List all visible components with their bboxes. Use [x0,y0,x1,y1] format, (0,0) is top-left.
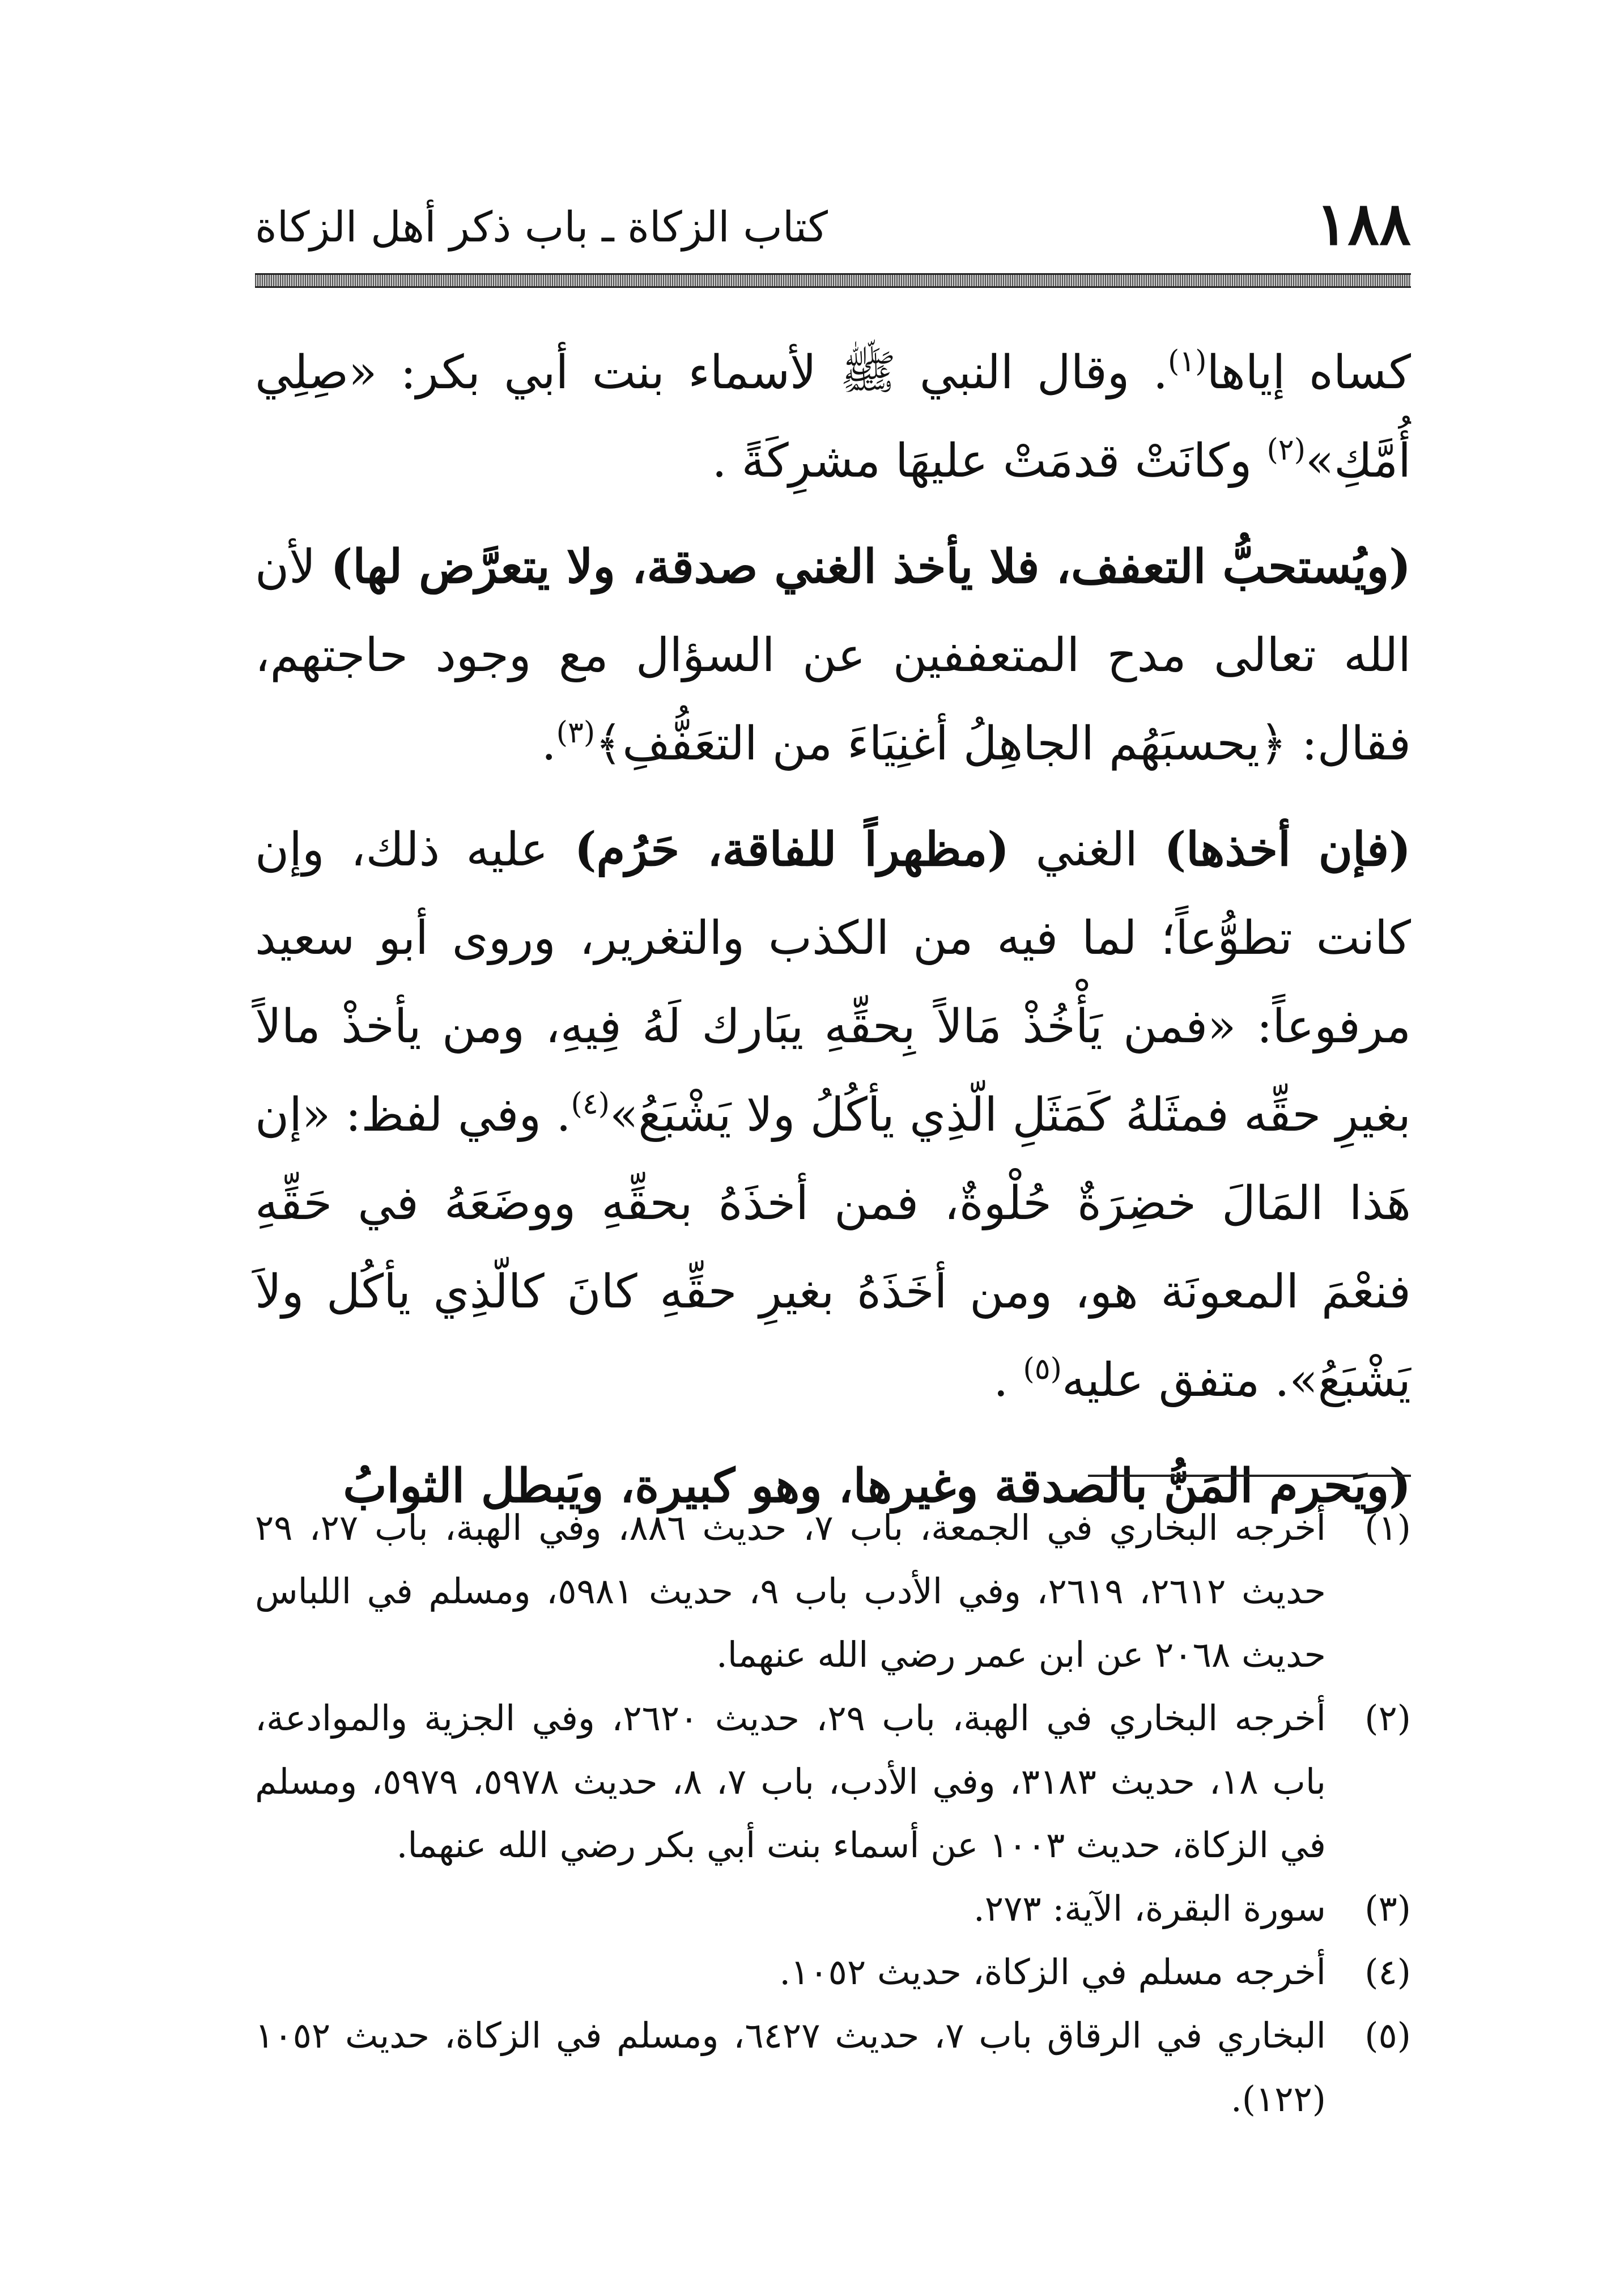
footnote-item [255,1877,1411,1940]
footnote-item [255,1687,1411,1877]
paragraph-2-end: . [541,717,556,771]
footnote-text: البخاري في الرقاق باب ٧، حديث ٦٤٢٧، ومسلم في الزكاة، حديث ١٠٥٢ (١٢٢). [255,2015,1326,2120]
paragraph-1-text: كساه إياها [1206,346,1411,400]
paragraph-3-text-3: . وفي لفظ: «إن هَذا المَالَ خضِرَةٌ حُلْوةٌ، فمن أخذَهُ بحقِّهِ ووضَعَهُ في حَقِّهِ فنعْمَ المعونَة هو، ومن أخَذَهُ بغيرِ حقِّهِ كانَ كالّذِي يأكُل ولاَ يَشْبَعُ». متفق عليه [255,1088,1411,1407]
footnote-number: (١) [1364,1507,1411,1548]
footnote-ref-5: (٥) [1023,1352,1062,1386]
footnote-number: (٣) [1364,1888,1411,1929]
main-text [255,329,1411,1530]
footnote-number: (٤) [1364,1951,1411,1993]
footnote-text: أخرجه مسلم في الزكاة، حديث ١٠٥٢. [779,1951,1326,1993]
paragraph-2 [255,523,1411,788]
paragraph-3-text-1: الغني [1009,823,1164,877]
paragraph-3-text-2: عليه ذلك، وإن كانت تطوُّعاً؛ لما فيه من الكذب والتغرير، وروى أبو سعيد مرفوعاً: «فمن يَأْخُذْ مَالاً بِحقِّهِ يبَارك لَهُ فِيهِ، ومن يأخذْ مالاً بغيرِ حقِّه فمثَلهُ كَمَثَلِ الّذِي يأكُلُ ولا يَشْبَعُ» [255,823,1411,1142]
paragraph-1-text-3: وكانَتْ قدمَتْ عليهَا مشرِكَةً . [712,434,1267,488]
paragraph-3-bold-1: (فإن أخذها) [1164,822,1411,877]
running-title: كتاب الزكاة ـ باب ذكر أهل الزكاة [255,203,828,252]
page-number: ١٨٨ [1316,189,1411,258]
footnote-text: سورة البقرة، الآية: ٢٧٣. [973,1888,1326,1929]
footnote-number: (٢) [1364,1697,1411,1739]
page-header [255,187,1411,261]
footnote-item [255,1940,1411,2004]
footnote-separator [1088,1475,1411,1477]
paragraph-3 [255,805,1411,1425]
footnote-ref-4: (٤) [571,1087,610,1121]
paragraph-2-text: لأن الله تعالى مدح المتعففين عن السؤال مع وجود حاجتهم، فقال: ﴿يحسبَهُم الجاهِلُ أغنِيَاءَ من التعَفُّفِ﴾ [255,540,1411,771]
footnote-text: أخرجه البخاري في الهبة، باب ٢٩، حديث ٢٦٢٠، وفي الجزية والموادعة، باب ١٨، حديث ٣١٨٣، وفي الأدب، باب ٧، ٨، حديث ٥٩٧٨، ٥٩٧٩، ومسلم في الزكاة، حديث ١٠٠٣ عن أسماء بنت أبي بكر رضي الله عنهما. [255,1697,1327,1866]
footnote-number: (٥) [1364,2015,1411,2056]
paragraph-1-text-2: . وقال النبي ﷺ لأسماء بنت أبي بكر: «صِلِي أُمَّكِ» [255,346,1411,488]
footnote-ref-1: (١) [1167,345,1207,379]
footnotes [255,1496,1411,2131]
paragraph-3-end: . [993,1353,1023,1407]
footnote-ref-2: (٢) [1266,433,1306,467]
paragraph-4-heading: (ويَحرم المَنُّ بالصدقة وغيرها، وهو كبيرة، ويَبطل الثوابُ [343,1459,1411,1513]
footnote-text: أخرجه البخاري في الجمعة، باب ٧، حديث ٨٨٦، وفي الهبة، باب ٢٧، ٢٩ حديث ٢٦١٢، ٢٦١٩، وفي الأدب باب ٩، حديث ٥٩٨١، ومسلم في اللباس حديث ٢٠٦٨ عن ابن عمر رضي الله عنهما. [255,1507,1327,1675]
header-rule [255,273,1411,288]
footnote-item [255,2004,1411,2131]
paragraph-2-heading: (ويُستحبُّ التعفف، فلا يأخذ الغني صدقة، ولا يتعرَّض لها) [330,540,1411,594]
paragraph-1 [255,329,1411,506]
footnote-ref-3: (٣) [556,716,596,750]
footnote-item [255,1496,1411,1687]
paragraph-3-bold-2: (مظهراً للفاقة، حَرُم) [574,822,1010,877]
